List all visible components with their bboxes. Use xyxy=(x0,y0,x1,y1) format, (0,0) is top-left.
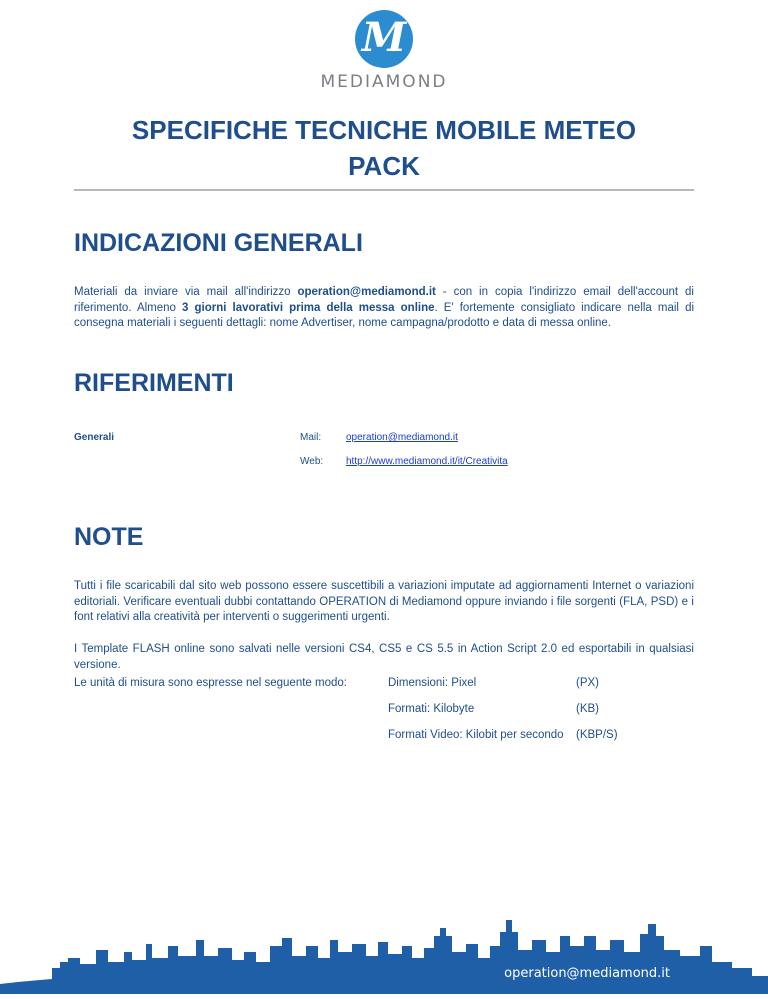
logo-wordmark: MEDIAMOND xyxy=(320,72,448,92)
title-line-1: SPECIFICHE TECNICHE MOBILE METEO xyxy=(131,115,637,145)
unit-name-kilobit: Formati Video: Kilobit per secondo xyxy=(388,729,564,741)
general-email-bold: operation@mediamond.it xyxy=(297,286,436,298)
unit-abbr-pixel: (PX) xyxy=(576,677,599,689)
units-label: Le unità di misura sono espresse nel seguente modo: xyxy=(74,677,347,689)
footer-skyline xyxy=(0,906,768,994)
mail-label: Mail: xyxy=(300,432,322,443)
general-text-2: - con in copia l'indirizzo email dell'account di riferimento. Almeno xyxy=(74,286,694,314)
logo-letter: M xyxy=(361,14,407,61)
document-title xyxy=(74,112,694,184)
mail-link[interactable]: operation@mediamond.it xyxy=(346,432,458,443)
title-divider xyxy=(74,189,694,191)
web-link[interactable]: http://www.mediamond.it/it/Creativita xyxy=(346,456,508,467)
general-text-3: . E' fortemente consigliato indicare nella mail di consegna materiali i seguenti dettagli: nome Advertiser, nome campagna/prodotto e data di messa online. xyxy=(74,301,695,329)
unit-abbr-kilobit: (KBP/S) xyxy=(576,729,618,741)
logo-emblem xyxy=(355,10,413,68)
web-label: Web: xyxy=(300,456,324,467)
general-deadline-bold: 3 giorni lavorativi prima della messa online xyxy=(182,301,435,314)
general-text-1: Materiali da inviare via mail all'indirizzo xyxy=(74,286,298,298)
footer-email[interactable]: operation@mediamond.it xyxy=(504,966,670,981)
unit-name-pixel: Dimensioni: Pixel xyxy=(388,677,477,689)
unit-abbr-kilobyte: (KB) xyxy=(576,703,599,715)
general-paragraph xyxy=(74,285,694,332)
section-heading-note: NOTE xyxy=(74,523,144,551)
section-heading-general: INDICAZIONI GENERALI xyxy=(74,229,363,257)
note-paragraph-2: I Template FLASH online sono salvati nelle versioni CS4, CS5 e CS 5.5 in Action Script 2.0 ed esportabili in qualsiasi versione. xyxy=(74,643,694,671)
title-line-2: PACK xyxy=(348,151,420,181)
section-heading-references: RIFERIMENTI xyxy=(74,369,234,397)
references-group-label: Generali xyxy=(74,432,115,443)
mediamond-logo xyxy=(0,10,768,92)
note-paragraph-1: Tutti i file scaricabili dal sito web possono essere suscettibili a variazioni imputate ad aggiornamenti Internet o variazioni editoriali. Verificare eventuali dubbi contattando OPERATION di Mediamond oppure inviando i file sorgenti (FLA, PSD) e i font relativi alla creatività per interventi o suggerimenti urgenti. xyxy=(74,580,694,623)
unit-name-kilobyte: Formati: Kilobyte xyxy=(388,703,475,715)
